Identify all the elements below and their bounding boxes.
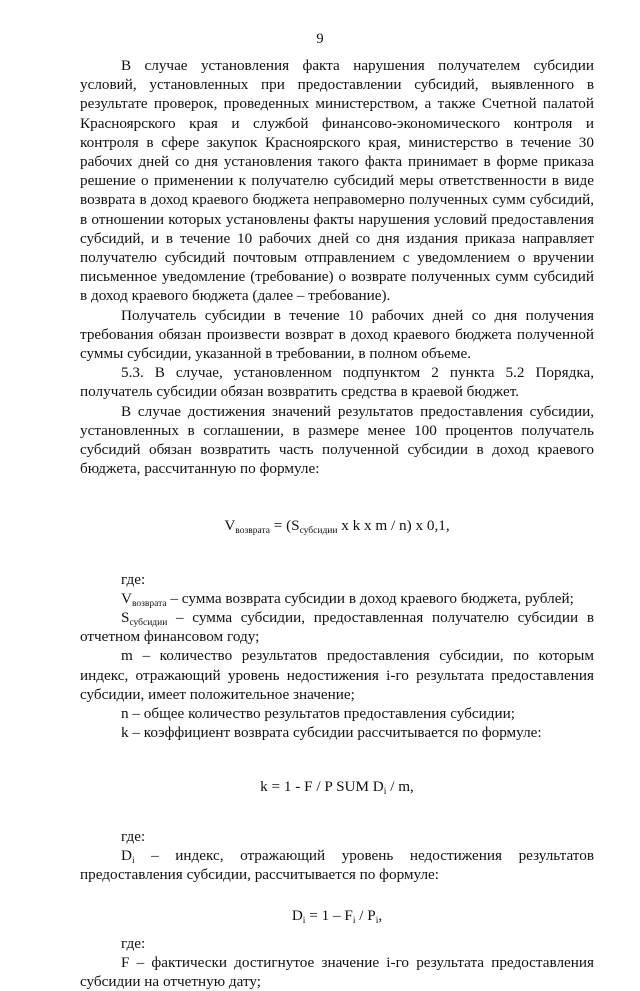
definition-d: $D_i$ – индекс, отражающий уровень недостижения результатов предоставления субсидии, рассчитывается по формуле: xyxy=(80,846,594,884)
definition-n: n – общее количество результатов предоставления субсидии; xyxy=(121,705,515,723)
formula-index-d: $D_i = 1 - F_i / P_i$, xyxy=(291,907,383,927)
where-label-3: где: xyxy=(121,934,146,952)
where-label-2: где: xyxy=(121,827,146,845)
paragraph-5-3: 5.3. В случае, установленном подпунктом 2 пункта 5.2 Порядка, получатель субсидии обязан возвратить средства в краевой бюджет. xyxy=(80,364,594,401)
definition-v: $V_{возврата}$ – сумма возврата субсидии в доход краевого бюджета, рублей; xyxy=(121,589,574,609)
paragraph-partial-return: В случае достижения значений результатов предоставления субсидии, установленных в соглашении, в размере менее 100 процентов получатель субсидий обязан возвратить часть полученной субсидии в доход краевого бюджета, рассчитанную по формуле: xyxy=(80,402,594,478)
paragraph-violation: В случае установления факта нарушения получателем субсидии условий, установленных при предоставлении субсидий, выявленного в результате проверок, проведенных министерством, а также Счетной палатой Красноярского края и службой финансово-экономического контроля и контроля в сфере закупок Красноярского края, министерство в течение 30 рабочих дней со дня установления такого факта принимает в форме приказа решение о применении к получателю субсидий меры ответственности в виде возврата в доход краевого бюджета неправомерно полученных сумм субсидий, в отношении которых установлены факты нарушения условий предоставления субсидий, и в течение 10 рабочих дней со дня издания приказа направляет получателю субсидий почтовым отправлением с уведомлением о вручении письменное уведомление (требование) о возврате полученных сумм субсидий в доход краевого бюджета (далее – требование). xyxy=(80,57,594,305)
definition-m: m – количество результатов предоставления субсидии, по которым индекс, отражающий уровень недостижения i-го результата предоставления субсидии, имеет положительное значение; xyxy=(80,647,594,703)
document-body xyxy=(80,56,594,991)
formula-coefficient-k: k = 1 - F / P SUM $D_i$ / m, xyxy=(260,777,414,797)
definition-f: F – фактически достигнутое значение i-го результата предоставления субсидии на отчетную дату; xyxy=(80,953,594,990)
definition-s: $S_{субсидии}$ – сумма субсидии, предоставленная получателю субсидии в отчетном финансовом году; xyxy=(80,609,594,646)
formula-return-amount: $V_{возврата} = (S_{субсидии}$ x k x m / n) x 0,1, xyxy=(224,517,450,537)
where-label-1: где: xyxy=(121,570,146,588)
definition-k: k – коэффициент возврата субсидии рассчитывается по формуле: xyxy=(121,724,542,742)
paragraph-return-obligation: Получатель субсидии в течение 10 рабочих дней со дня получения требования обязан произвести возврат в доход краевого бюджета полученной суммы субсидии, указанной в требовании, в полном объеме. xyxy=(80,306,594,363)
page-number: 9 xyxy=(316,31,324,47)
